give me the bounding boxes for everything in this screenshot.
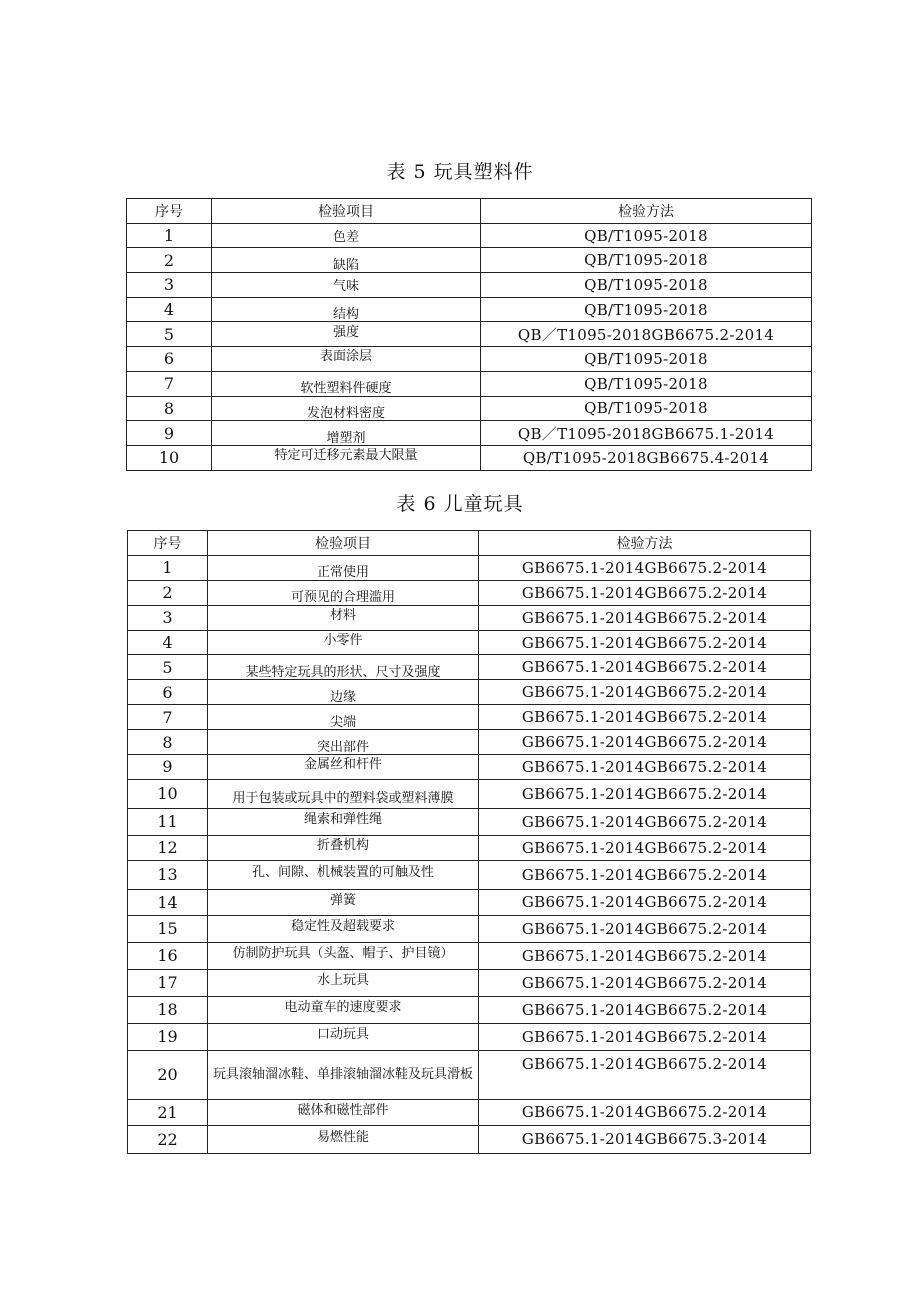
row-no: 9 — [127, 421, 212, 446]
row-no: 2 — [128, 580, 208, 605]
table-row — [128, 915, 811, 942]
row-item — [208, 1023, 479, 1050]
table-row — [128, 942, 811, 969]
row-item-text: 仿制防护玩具（头盔、帽子、护目镜） — [232, 946, 454, 962]
row-method: GB6675.1-2014GB6675.2-2014 — [479, 969, 811, 996]
row-method: GB6675.1-2014GB6675.2-2014 — [479, 755, 811, 780]
row-method: GB6675.1-2014GB6675.2-2014 — [479, 808, 811, 835]
row-method: QB／T1095-2018GB6675.1-2014 — [481, 421, 812, 446]
table-row — [127, 445, 812, 470]
table-row — [128, 605, 811, 630]
row-item-text: 发泡材料密度 — [306, 405, 385, 421]
row-method: QB/T1095-2018 — [481, 223, 812, 248]
row-item-text: 折叠机构 — [316, 838, 369, 854]
row-item-text: 材料 — [329, 608, 356, 624]
row-method: GB6675.1-2014GB6675.2-2014 — [479, 680, 811, 705]
row-no: 14 — [128, 889, 208, 915]
header-item: 检验项目 — [208, 531, 479, 556]
row-method: GB6675.1-2014GB6675.2-2014 — [479, 942, 811, 969]
row-item — [208, 730, 479, 755]
table-row — [128, 705, 811, 730]
row-item — [208, 655, 479, 680]
row-item — [208, 996, 479, 1023]
row-item — [208, 1099, 479, 1125]
row-method: GB6675.1-2014GB6675.2-2014 — [479, 580, 811, 605]
table-row — [127, 396, 812, 421]
row-method: QB/T1095-2018 — [481, 371, 812, 396]
row-item-text: 绳索和弹性绳 — [303, 812, 382, 828]
table-row — [128, 730, 811, 755]
row-item-text: 突出部件 — [316, 739, 369, 755]
row-no: 15 — [128, 915, 208, 942]
row-no: 3 — [127, 273, 212, 298]
table-row — [127, 421, 812, 446]
table-row — [128, 835, 811, 860]
row-method: GB6675.1-2014GB6675.2-2014 — [479, 655, 811, 680]
row-item-text: 强度 — [332, 324, 359, 340]
row-item-text: 正常使用 — [316, 565, 369, 581]
row-method: GB6675.1-2014GB6675.2-2014 — [479, 835, 811, 860]
table-row — [127, 297, 812, 322]
row-method: QB/T1095-2018 — [481, 273, 812, 298]
row-item — [212, 297, 481, 322]
row-item-text: 磁体和磁性部件 — [297, 1102, 389, 1118]
row-item — [212, 322, 481, 347]
row-item — [212, 396, 481, 421]
row-no: 8 — [127, 396, 212, 421]
row-method: QB/T1095-2018 — [481, 248, 812, 273]
row-no: 13 — [128, 860, 208, 889]
row-no: 6 — [127, 347, 212, 372]
row-item-text: 特定可迁移元素最大限量 — [274, 448, 418, 464]
row-item — [208, 705, 479, 730]
row-method: GB6675.1-2014GB6675.2-2014 — [479, 1050, 811, 1099]
row-item-text: 增塑剂 — [326, 430, 366, 446]
table-row — [127, 322, 812, 347]
table-row — [128, 996, 811, 1023]
row-no: 9 — [128, 755, 208, 780]
row-item-text: 稳定性及超载要求 — [290, 919, 395, 935]
row-no: 6 — [128, 680, 208, 705]
table-row — [127, 347, 812, 372]
row-item-text: 用于包装或玩具中的塑料袋或塑料薄膜 — [232, 791, 454, 807]
table-header-row — [127, 199, 812, 224]
row-item — [208, 942, 479, 969]
row-item — [212, 371, 481, 396]
row-item — [208, 808, 479, 835]
table-row — [128, 969, 811, 996]
row-method: GB6675.1-2014GB6675.3-2014 — [479, 1125, 811, 1153]
table-row — [127, 223, 812, 248]
row-no: 7 — [128, 705, 208, 730]
row-no: 8 — [128, 730, 208, 755]
row-item-text: 尖端 — [329, 714, 356, 730]
row-no: 1 — [127, 223, 212, 248]
row-item: 色差 — [212, 223, 481, 248]
header-method: 检验方法 — [481, 199, 812, 224]
header-no: 序号 — [128, 531, 208, 556]
row-method: QB/T1095-2018 — [481, 347, 812, 372]
row-item — [208, 680, 479, 705]
row-item-text: 小零件 — [323, 633, 363, 648]
row-method: GB6675.1-2014GB6675.2-2014 — [479, 1023, 811, 1050]
row-method: GB6675.1-2014GB6675.2-2014 — [479, 889, 811, 915]
row-method: GB6675.1-2014GB6675.2-2014 — [479, 860, 811, 889]
row-no: 10 — [127, 445, 212, 470]
row-method: QB/T1095-2018 — [481, 396, 812, 421]
table6-title: 表 6 儿童玩具 — [396, 493, 524, 515]
row-no: 19 — [128, 1023, 208, 1050]
table-row — [128, 860, 811, 889]
row-item — [212, 421, 481, 446]
row-item — [208, 889, 479, 915]
table-row — [128, 889, 811, 915]
row-no: 21 — [128, 1099, 208, 1125]
row-item — [208, 835, 479, 860]
table-header-row — [128, 531, 811, 556]
row-no: 4 — [128, 630, 208, 655]
row-item — [212, 445, 481, 470]
row-item-text: 弹簧 — [329, 892, 356, 908]
row-item — [208, 580, 479, 605]
table-row — [128, 808, 811, 835]
row-item — [208, 779, 479, 808]
row-no: 11 — [128, 808, 208, 835]
row-item-text: 表面涂层 — [319, 349, 372, 365]
row-item — [208, 755, 479, 780]
header-method: 检验方法 — [479, 531, 811, 556]
row-no: 18 — [128, 996, 208, 1023]
row-item-text: 电动童车的速度要求 — [284, 1000, 402, 1016]
row-item — [208, 915, 479, 942]
row-no: 7 — [127, 371, 212, 396]
table6-childrens-toys — [127, 530, 811, 1154]
row-no: 4 — [127, 297, 212, 322]
table-row — [127, 273, 812, 298]
table-row — [128, 580, 811, 605]
table5-title: 表 5 玩具塑料件 — [386, 161, 534, 183]
row-item-text: 水上玩具 — [316, 973, 369, 989]
row-item-text: 边缘 — [329, 689, 356, 705]
row-no: 3 — [128, 605, 208, 630]
row-method: GB6675.1-2014GB6675.2-2014 — [479, 779, 811, 808]
table-row — [128, 630, 811, 655]
row-item-text: 软性塑料件硬度 — [300, 381, 392, 396]
row-method: GB6675.1-2014GB6675.2-2014 — [479, 730, 811, 755]
row-item-text: 孔、间隙、机械装置的可触及性 — [251, 865, 434, 881]
row-no: 2 — [127, 248, 212, 273]
row-method: GB6675.1-2014GB6675.2-2014 — [479, 996, 811, 1023]
row-item-text: 口动玩具 — [316, 1027, 369, 1043]
table-row — [128, 1099, 811, 1125]
table-row — [128, 1050, 811, 1099]
row-no: 22 — [128, 1125, 208, 1153]
row-method: GB6675.1-2014GB6675.2-2014 — [479, 605, 811, 630]
table-row — [128, 755, 811, 780]
row-item-text: 金属丝和杆件 — [303, 757, 382, 773]
row-no: 10 — [128, 779, 208, 808]
row-method: GB6675.1-2014GB6675.2-2014 — [479, 915, 811, 942]
table-row — [128, 555, 811, 580]
row-no: 17 — [128, 969, 208, 996]
row-no: 5 — [128, 655, 208, 680]
row-item — [208, 555, 479, 580]
row-item-text: 缺陷 — [332, 257, 359, 273]
row-method: QB／T1095-2018GB6675.2-2014 — [481, 322, 812, 347]
row-method: GB6675.1-2014GB6675.2-2014 — [479, 630, 811, 655]
header-no: 序号 — [127, 199, 212, 224]
table-row — [128, 779, 811, 808]
table-row — [127, 371, 812, 396]
row-item-text: 某些特定玩具的形状、尺寸及强度 — [245, 664, 441, 680]
row-item-text: 易燃性能 — [316, 1129, 369, 1145]
table-row — [128, 655, 811, 680]
row-no: 20 — [128, 1050, 208, 1099]
row-no: 12 — [128, 835, 208, 860]
row-item — [212, 347, 481, 372]
table-row — [128, 1023, 811, 1050]
row-method: GB6675.1-2014GB6675.2-2014 — [479, 1099, 811, 1125]
row-no: 5 — [127, 322, 212, 347]
table-row — [127, 248, 812, 273]
row-item-text: 结构 — [332, 307, 359, 322]
row-item: 气味 — [212, 273, 481, 298]
row-item — [212, 248, 481, 273]
row-no: 1 — [128, 555, 208, 580]
row-item-text: 可预见的合理滥用 — [290, 590, 395, 606]
row-item — [208, 969, 479, 996]
row-item — [208, 860, 479, 889]
row-item — [208, 1125, 479, 1153]
table-row — [128, 1125, 811, 1153]
row-method: QB/T1095-2018GB6675.4-2014 — [481, 445, 812, 470]
table-row — [128, 680, 811, 705]
table5-plastic-parts — [126, 198, 812, 471]
row-item — [208, 605, 479, 630]
header-item: 检验项目 — [212, 199, 481, 224]
row-item: 玩具滚轴溜冰鞋、单排滚轴溜冰鞋及玩具滑板 — [208, 1050, 479, 1099]
row-item — [208, 630, 479, 655]
row-no: 16 — [128, 942, 208, 969]
row-method: GB6675.1-2014GB6675.2-2014 — [479, 555, 811, 580]
row-method: GB6675.1-2014GB6675.2-2014 — [479, 705, 811, 730]
row-method: QB/T1095-2018 — [481, 297, 812, 322]
